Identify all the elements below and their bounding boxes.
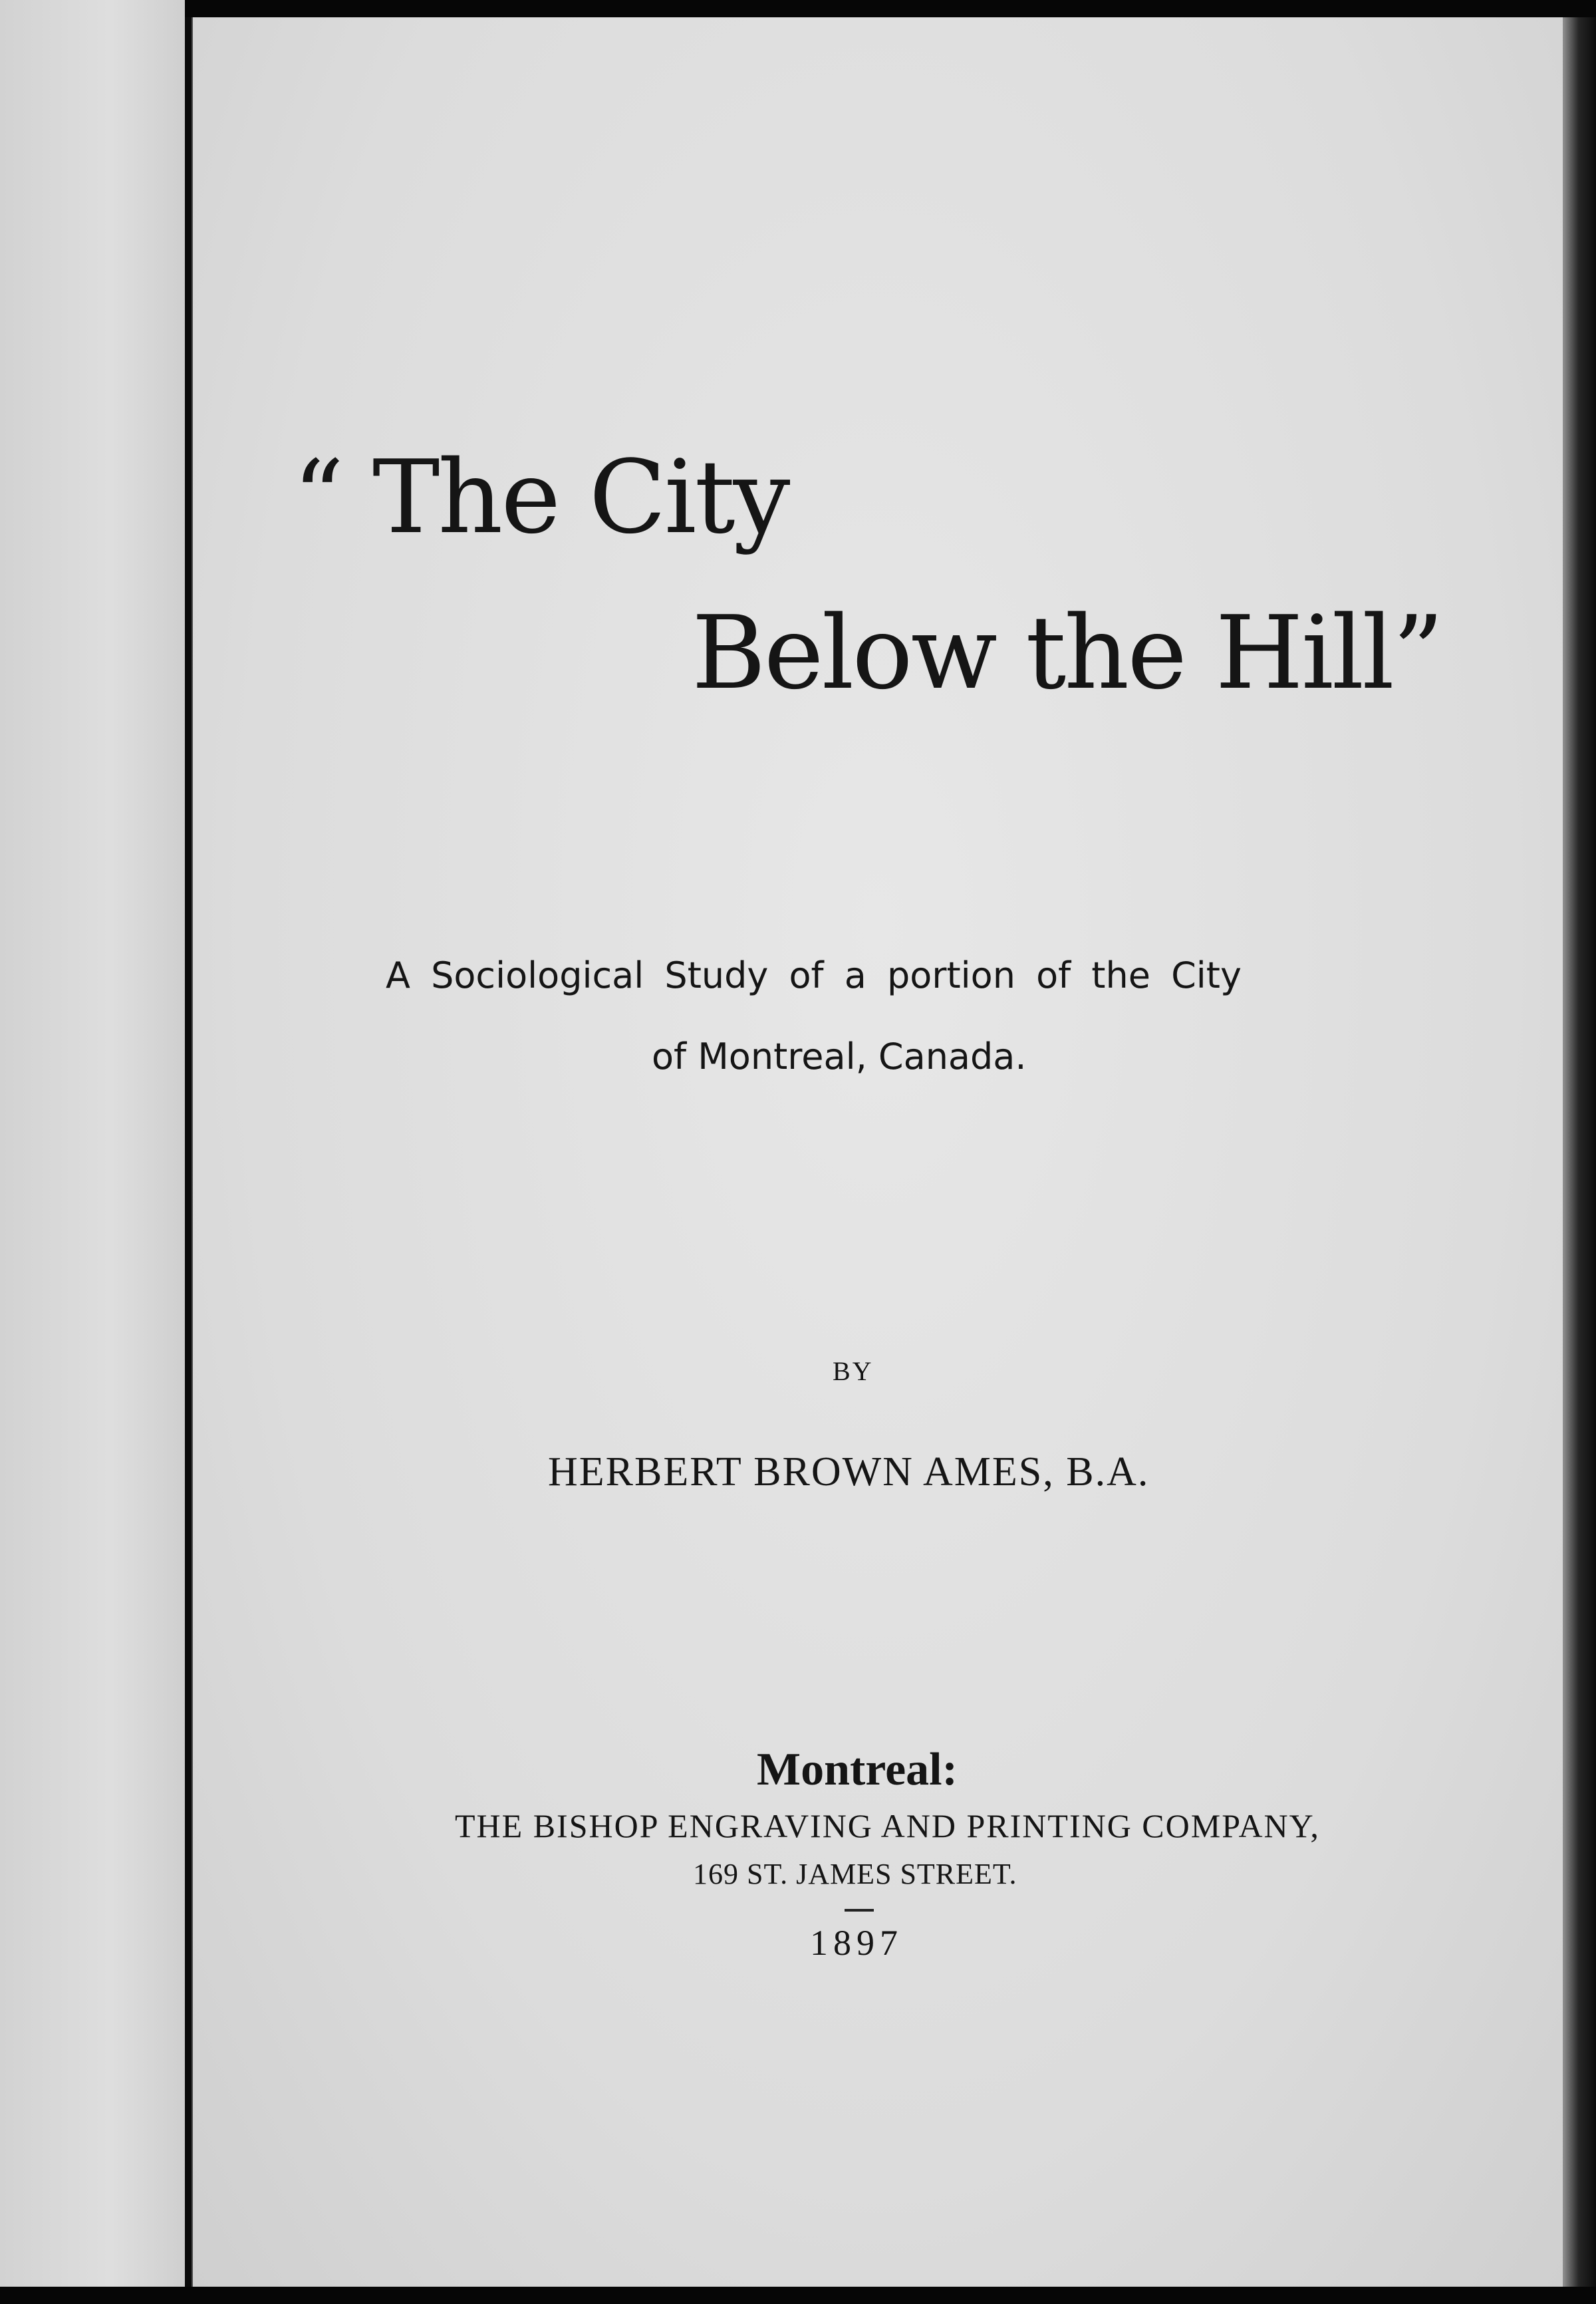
publisher-name: THE BISHOP ENGRAVING AND PRINTING COMPANY, [455,1807,1320,1844]
publication-place: Montreal: [757,1744,958,1795]
scan-bottom-border [0,2287,1596,2304]
title-line-2: Below the Hill” [692,594,1442,712]
author-name: HERBERT BROWN AMES, B.A. [548,1449,1150,1495]
title-line-1: “ The City [293,438,789,556]
subtitle-line-1: A Sociological Study of a portion of the City [386,954,1242,996]
publication-year: 1897 [810,1923,903,1963]
facing-page-strip [0,0,185,2287]
scan-right-border [1561,17,1596,2287]
by-line: BY [833,1356,874,1386]
publisher-address: 169 ST. JAMES STREET. [693,1858,1017,1890]
subtitle-line-2: of Montreal, Canada. [652,1036,1027,1078]
year-rule [845,1909,874,1912]
scan-top-border [0,0,1596,17]
